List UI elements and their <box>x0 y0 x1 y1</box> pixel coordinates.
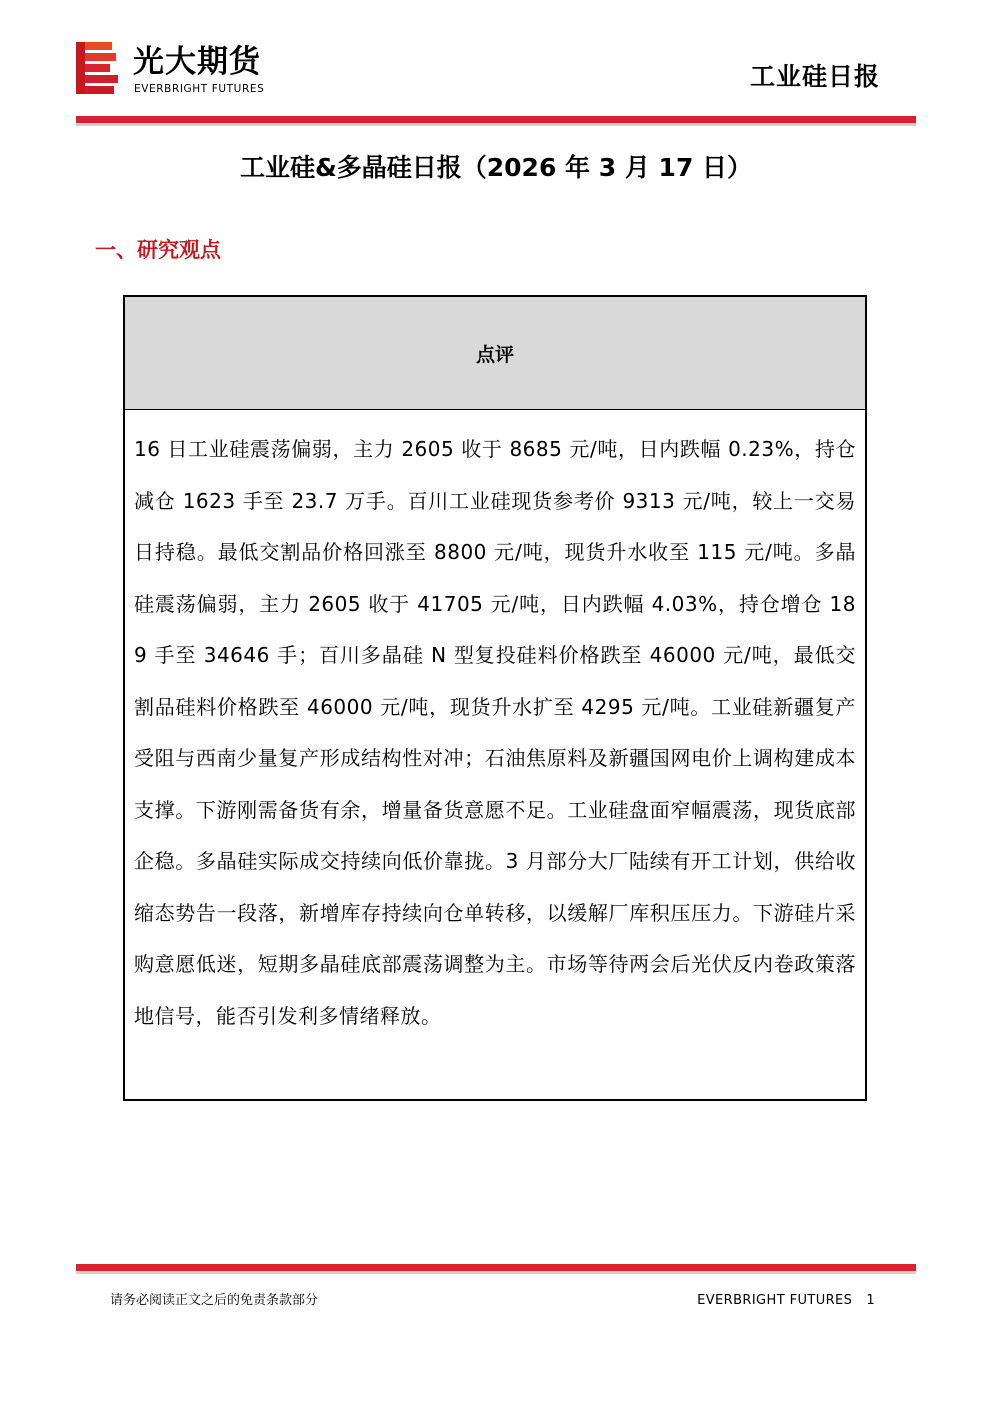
header-divider <box>76 116 916 123</box>
document-title: 工业硅&多晶硅日报（2026 年 3 月 17 日） <box>239 153 753 182</box>
report-name: 工业硅日报 <box>749 62 880 91</box>
section-heading-research-view: 一、研究观点 <box>95 238 221 262</box>
commentary-panel <box>123 295 867 1101</box>
footer-divider <box>76 1264 916 1271</box>
logo-english-name: EVERBRIGHT FUTURES <box>134 83 265 95</box>
commentary-panel-header <box>125 297 865 410</box>
footer-brand-area <box>697 1292 875 1310</box>
logo-chinese-name: 光大期货 <box>133 44 261 80</box>
footer-brand: EVERBRIGHT FUTURES <box>697 1293 853 1308</box>
commentary-text: 16 日工业硅震荡偏弱，主力 2605 收于 8685 元/吨，日内跌幅 0.23%，持仓减仓 1623 手至 23.7 万手。百川工业硅现货参考价 9313 元/吨，较上一交易日持稳。最低交割品价格回涨至 8800 元/吨，现货升水收至 115 元/吨。多晶硅震荡偏弱，主力 2605 收于 41705 元/吨，日内跌幅 4.03%，持仓增仓 189 手至 34646 手；百川多晶硅 N 型复投硅料价格跌至 46000 元/吨，最低交割品硅料价格跌至 46000 元/吨，现货升水扩至 4295 元/吨。工业硅新疆复产受阻与西南少量复产形成结构性对冲；石油焦原料及新疆国网电价上调构建成本支撑。下游刚需备货有余，增量备货意愿不足。工业硅盘面窄幅震荡，现货底部企稳。多晶硅实际成交持续向低价靠拢。3 月部分大厂陆续有开工计划，供给收缩态势告一段落，新增库存持续向仓单转移，以缓解厂库积压压力。下游硅片采购意愿低迷，短期多晶硅底部震荡调整为主。市场等待两会后光伏反内卷政策落地信号，能否引发利多情绪释放。 <box>134 437 856 1028</box>
company-logo <box>76 42 296 100</box>
everbright-logo-icon <box>76 42 118 98</box>
footer-disclaimer: 请务必阅读正文之后的免责条款部分 <box>110 1293 319 1308</box>
commentary-panel-header-label: 点评 <box>475 343 514 366</box>
page-number: 1 <box>866 1293 875 1308</box>
